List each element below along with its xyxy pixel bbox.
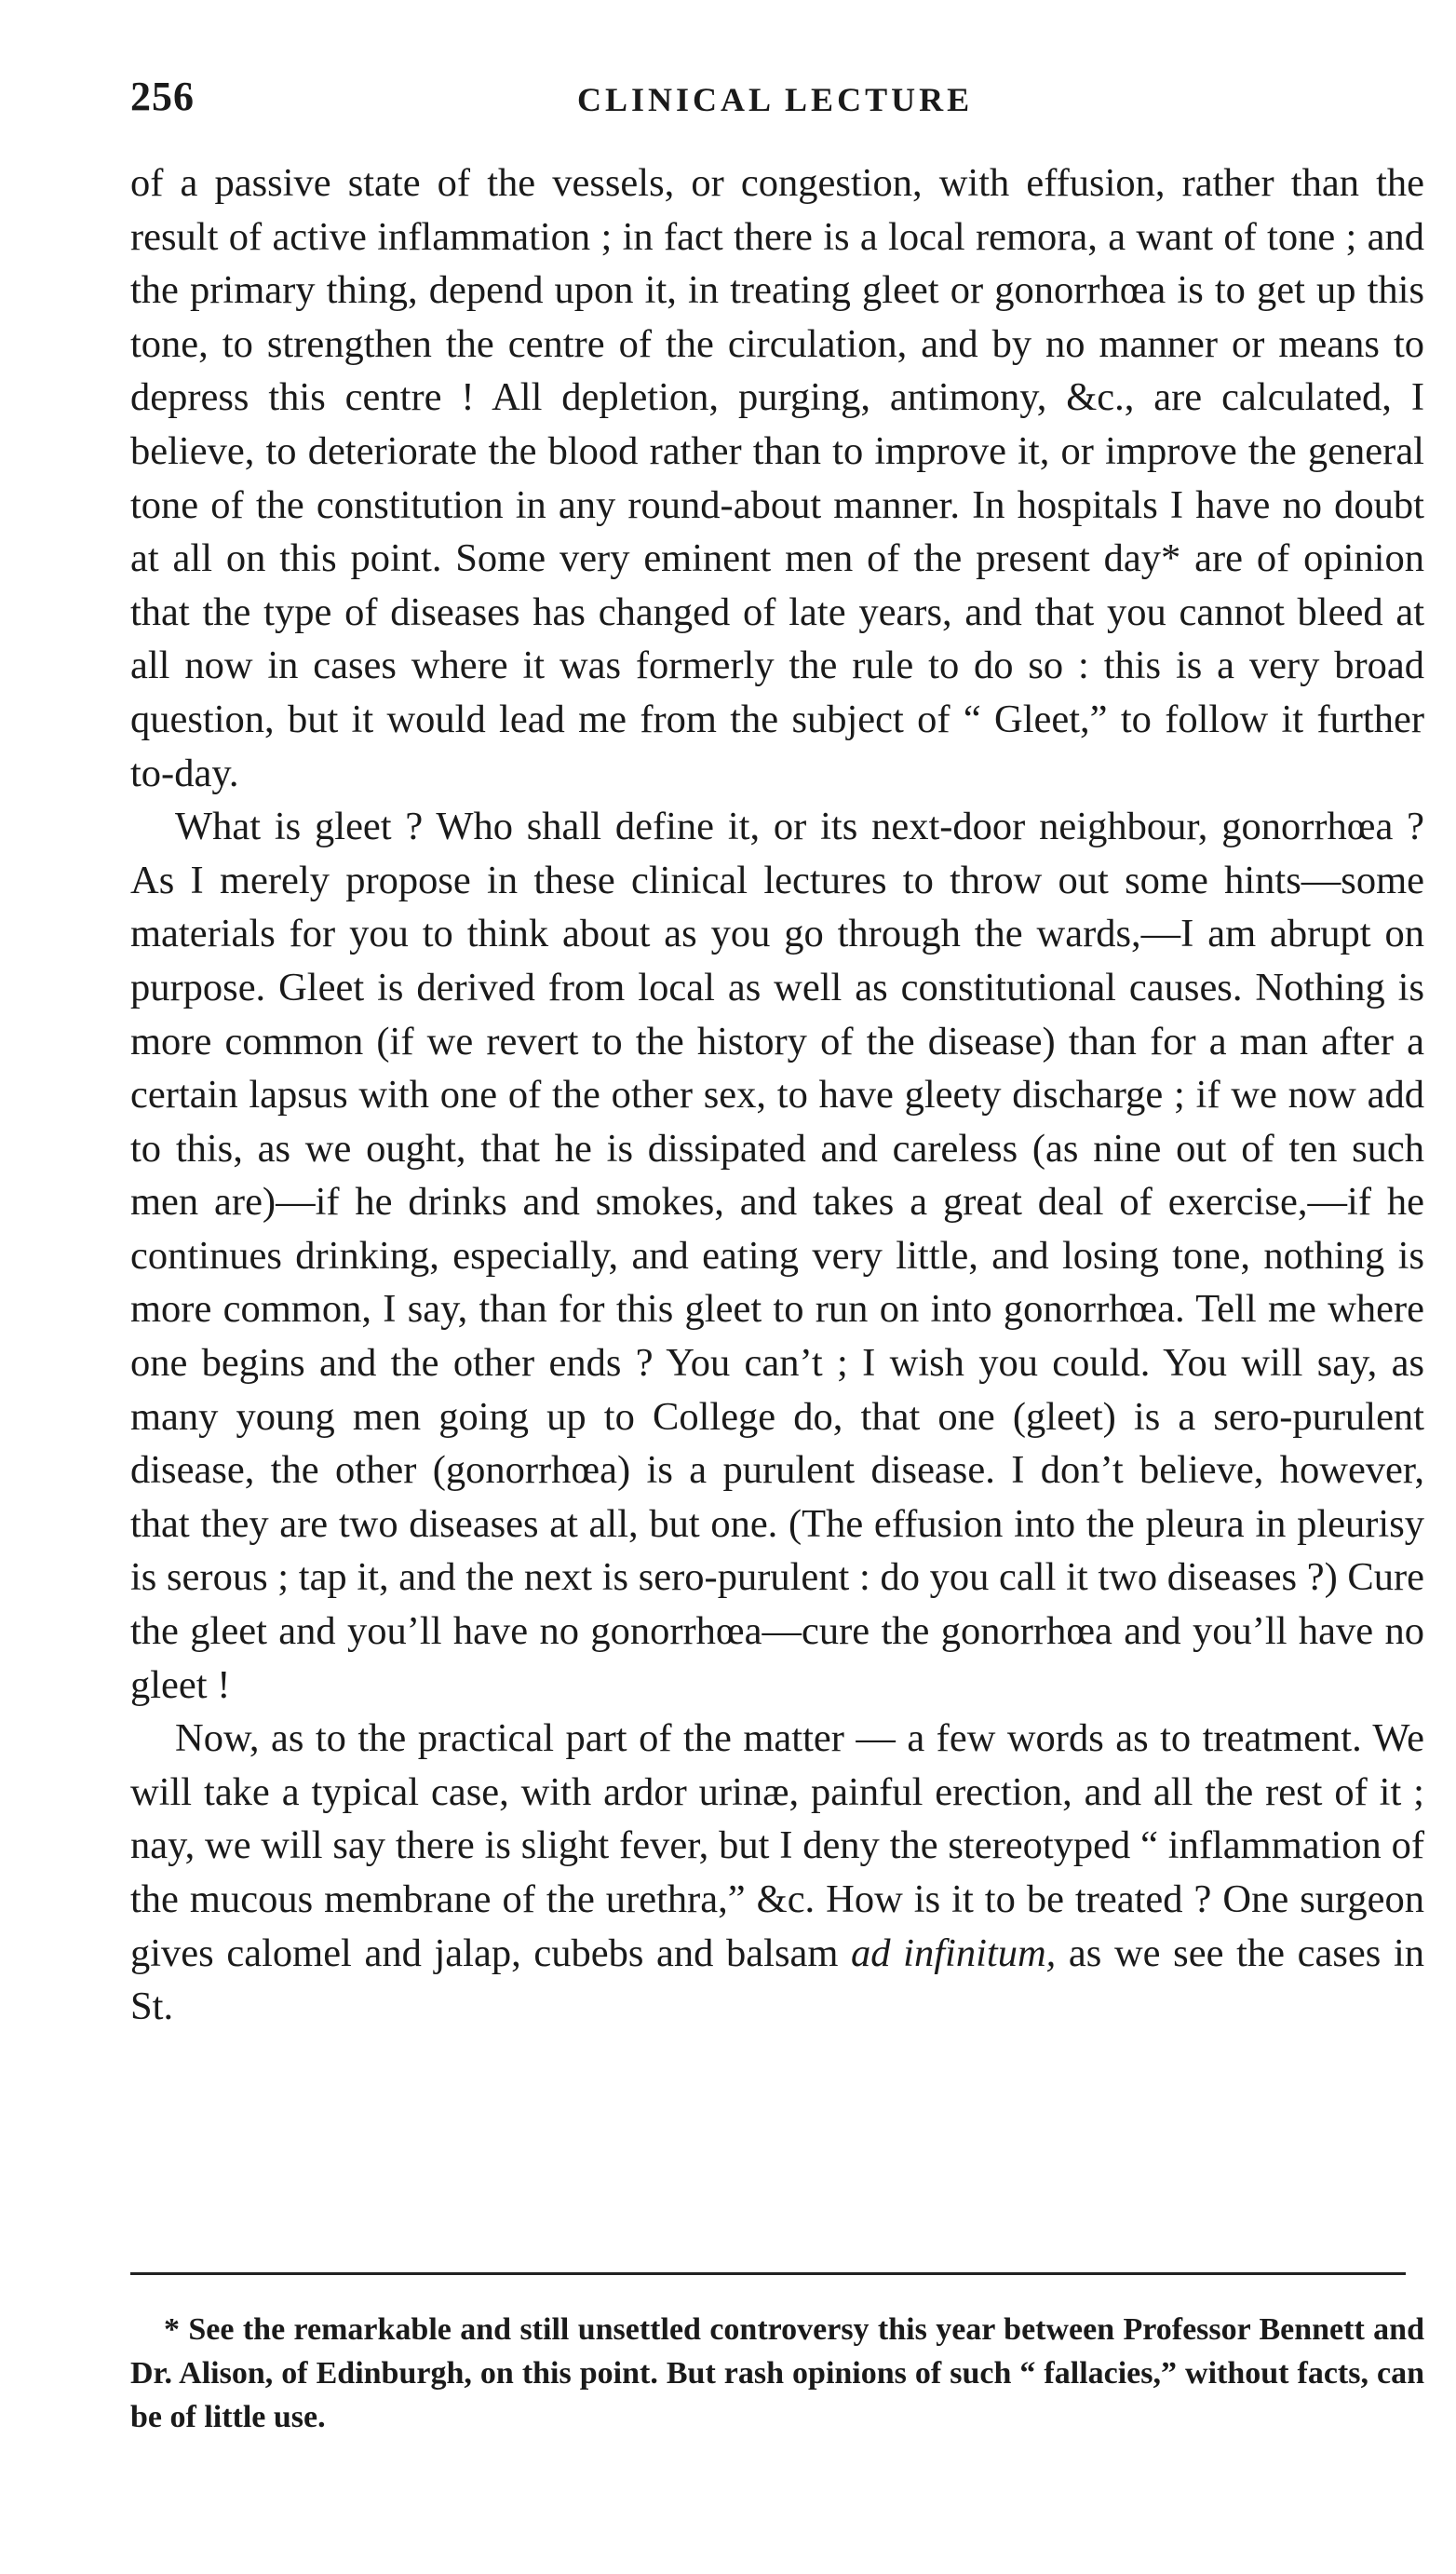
footnote: * See the remarkable and still unsettled controversy this year between Professor Bennett and Dr. Alison, of Edinburgh, on this point. But rash opinions of such “ fallacies,” without facts, can be of little use. — [130, 2312, 1424, 2434]
page-header — [130, 73, 1424, 129]
paragraph-1: of a passive state of the vessels, or congestion, with effusion, rather than the result of active inflammation ; in fact there is a local remora, a want of tone ; and the primary thing, depend upon it, in treating gleet or gonorrhœa is to get up this tone, to strengthen the centre of the circulation, and by no manner or means to depress this centre ! All depletion, purging, antimony, &c., are calculated, I believe, to deteriorate the blood rather than to improve it, or improve the general tone of the constitution in any round-about manner. In hospitals I have no doubt at all on this point. Some very eminent men of the present day* are of opinion that the type of diseases has changed of late years, and that you cannot bleed at all now in cases where it was formerly the rule to do so : this is a very broad question, but it would lead me from the subject of “ Gleet,” to follow it further to-day. — [130, 161, 1424, 795]
page-number: 256 — [130, 74, 195, 119]
paragraph-2: What is gleet ? Who shall define it, or its next-door neighbour, gonorrhœa ? As I merely propose in these clinical lectures to throw out some hints—some materials for you to think about as you go through the wards,—I am abrupt on purpose. Gleet is derived from local as well as constitutional causes. Nothing is more common (if we revert to the history of the disease) than for a man after a certain lapsus with one of the other sex, to have gleety discharge ; if we now add to this, as we ought, that he is dissipated and careless (as nine out of ten such men are)—if he drinks and smokes, and takes a great deal of exercise,—if he continues drinking, especially, and eating very little, and losing tone, nothing is more common, I say, than for this gleet to run on into gonorrhœa. Tell me where one begins and the other ends ? You can’t ; I wish you could. You will say, as many young men going up to College do, that one (gleet) is a sero-purulent disease, the other (gonorrhœa) is a purulent disease. I don’t believe, however, that they are two diseases at all, but one. (The effusion into the pleura in pleurisy is serous ; tap it, and the next is sero-purulent : do you call it two diseases ?) Cure the gleet and you’ll have no gonorrhœa—cure the gonorrhœa and you’ll have no gleet ! — [130, 805, 1424, 1707]
paragraph-3-text-a: Now, as to the practical part of the matter — a few words as to treatment. We will take a typical case, with ardor urinæ, painful erection, and all the rest of it ; nay, we will say there is slight fever, but I deny the stereotyped “ inflammation of the mucous membrane of the urethra,” &c. How is it to be treated ? One surgeon gives calomel and jalap, cubebs and balsam — [130, 1716, 1424, 1975]
paragraph-3-italic-phrase: ad infinitum, — [851, 1930, 1057, 1975]
paragraph-3 — [130, 1712, 1424, 2034]
paragraph-3-text-b: as we see the cases in St. — [130, 1930, 1425, 2029]
footnote-divider — [130, 2272, 1406, 2275]
running-head: CLINICAL LECTURE — [577, 81, 974, 118]
body-text — [130, 156, 1424, 2034]
